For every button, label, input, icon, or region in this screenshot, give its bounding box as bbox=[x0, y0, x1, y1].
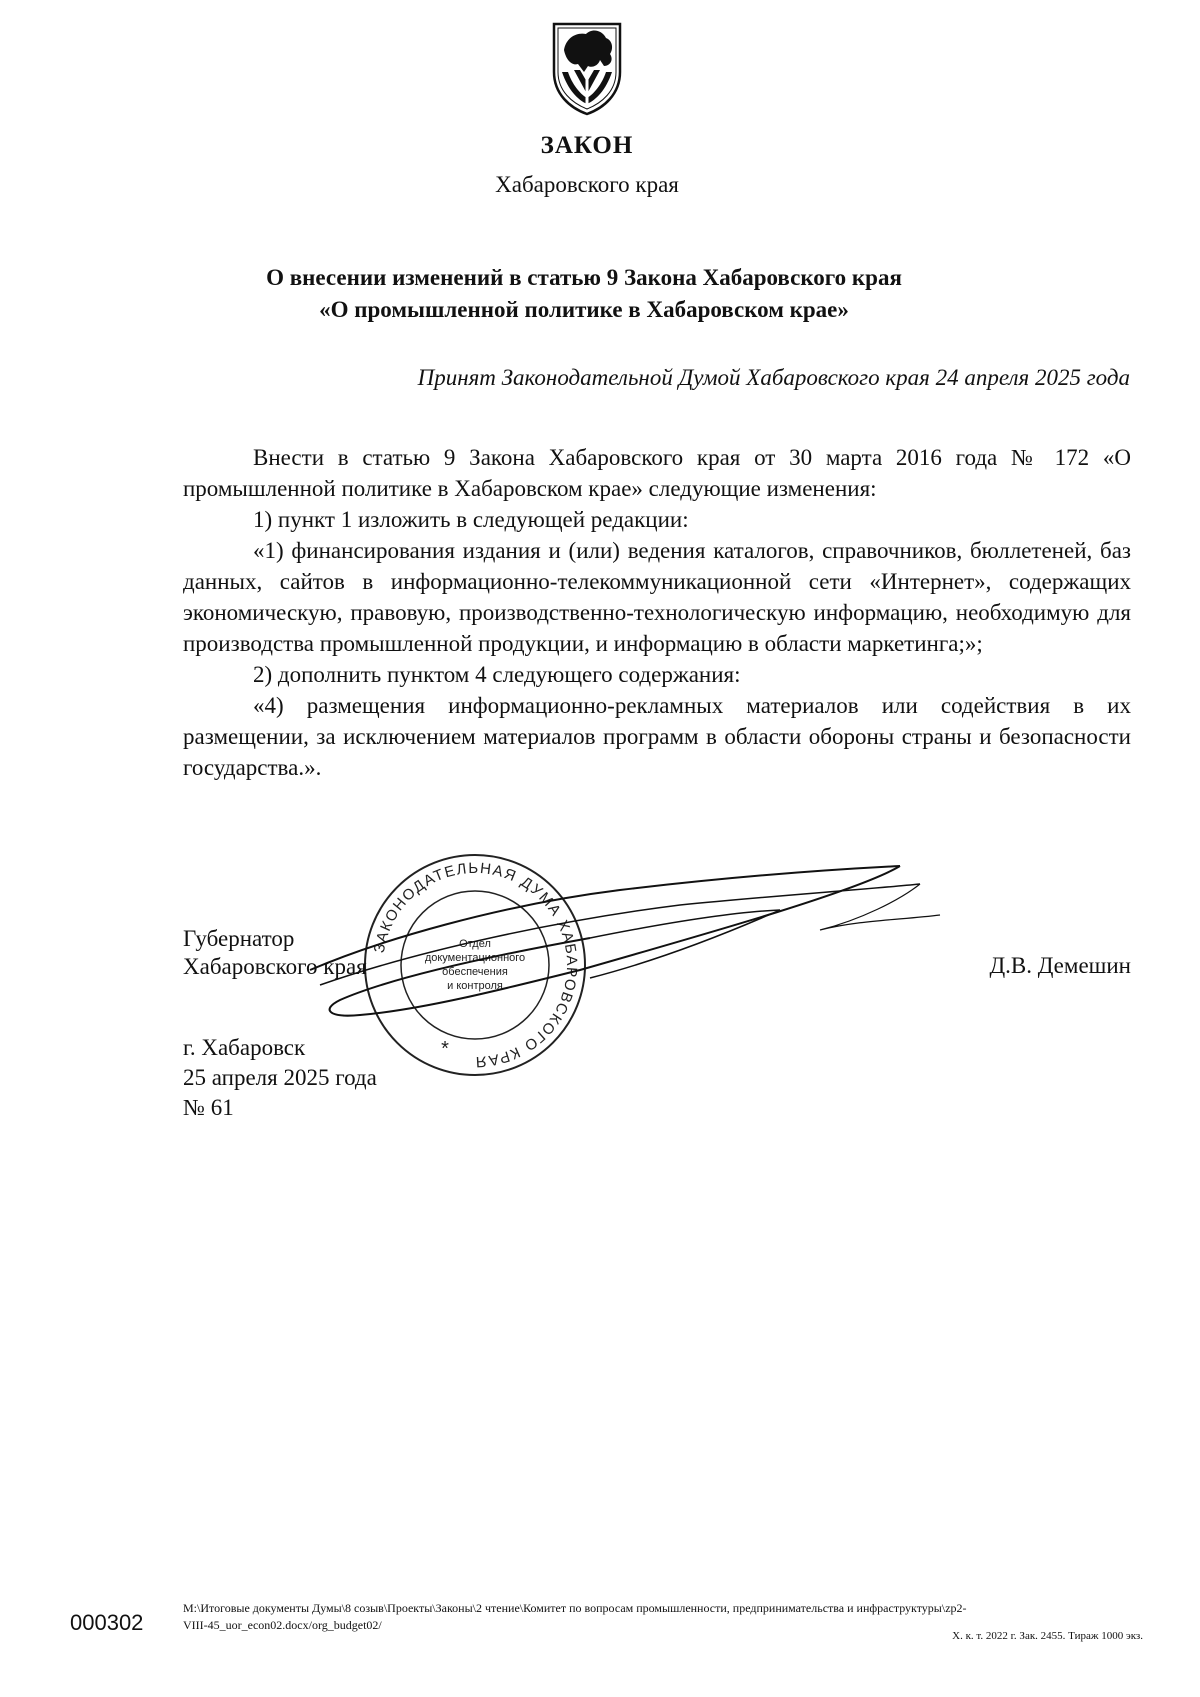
file-path bbox=[183, 1600, 1143, 1634]
document-serial-number: 000302 bbox=[70, 1610, 144, 1635]
file-path-line1: M:\Итоговые документы Думы\8 созыв\Проекты\Законы\2 чтение\Комитет по вопросам промышленности, предпринимательства и инфраструктуры\zp2- bbox=[183, 1601, 967, 1615]
law-heading-line2: «О промышленной политике в Хабаровском крае» bbox=[319, 297, 849, 322]
handwritten-signature bbox=[300, 860, 980, 1060]
stamp-center-line: документационного bbox=[424, 952, 526, 964]
body-paragraph: 2) дополнить пунктом 4 следующего содержания: bbox=[253, 662, 741, 687]
body-paragraph: 1) пункт 1 изложить в следующей редакции: bbox=[253, 507, 689, 532]
body-paragraph: Внести в статью 9 Закона Хабаровского края от 30 марта 2016 года № 172 «О промышленной политике в Хабаровском крае» следующие изменения: bbox=[183, 445, 1131, 501]
place-date: 25 апреля 2025 года bbox=[183, 1065, 377, 1090]
place-city: г. Хабаровск bbox=[183, 1035, 306, 1060]
signatory-position bbox=[183, 925, 367, 981]
stamp-star: * bbox=[441, 1038, 449, 1060]
law-heading bbox=[0, 262, 1168, 326]
signatory-position-line2: Хабаровского края bbox=[183, 954, 367, 979]
stamp-ring-text: ЗАКОНОДАТЕЛЬНАЯ ДУМА ХАБАРОВСКОГО КРАЯ bbox=[370, 859, 581, 1071]
document-subtitle: Хабаровского края bbox=[495, 172, 679, 197]
stamp-center-line: и контроля bbox=[447, 980, 503, 992]
law-number: № 61 bbox=[183, 1095, 234, 1120]
body-paragraph: «1) финансирования издания и (или) ведения каталогов, справочников, бюллетеней, баз данных, сайтов в информационно-телекоммуникационной сети «Интернет», содержащих экономическую, правовую, производственно-технологическую информацию, необходимую для производства промышленной продукции, и информацию в области маркетинга;»; bbox=[183, 538, 1131, 656]
file-path-line2: VIII-45_uor_econ02.docx/org_budget02/ bbox=[183, 1618, 382, 1632]
coat-of-arms-icon bbox=[548, 20, 626, 118]
signatory-position-line1: Губернатор bbox=[183, 926, 295, 951]
law-heading-line1: О внесении изменений в статью 9 Закона Хабаровского края bbox=[266, 265, 902, 290]
adoption-note: Принят Законодательной Думой Хабаровского края 24 апреля 2025 года bbox=[417, 365, 1130, 390]
place-date-number bbox=[183, 1033, 377, 1123]
law-body bbox=[183, 442, 1131, 783]
stamp-center-line: обеспечения bbox=[442, 966, 508, 978]
signatory-name: Д.В. Демешин bbox=[989, 953, 1131, 978]
stamp-center-line: Отдел bbox=[459, 938, 491, 950]
document-title: ЗАКОН bbox=[540, 132, 634, 159]
body-paragraph: «4) размещения информационно-рекламных материалов или содействия в их размещении, за исключением материалов программ в области обороны страны и безопасности государства.». bbox=[183, 693, 1131, 780]
print-info: Х. к. т. 2022 г. Зак. 2455. Тираж 1000 экз. bbox=[952, 1630, 1143, 1642]
